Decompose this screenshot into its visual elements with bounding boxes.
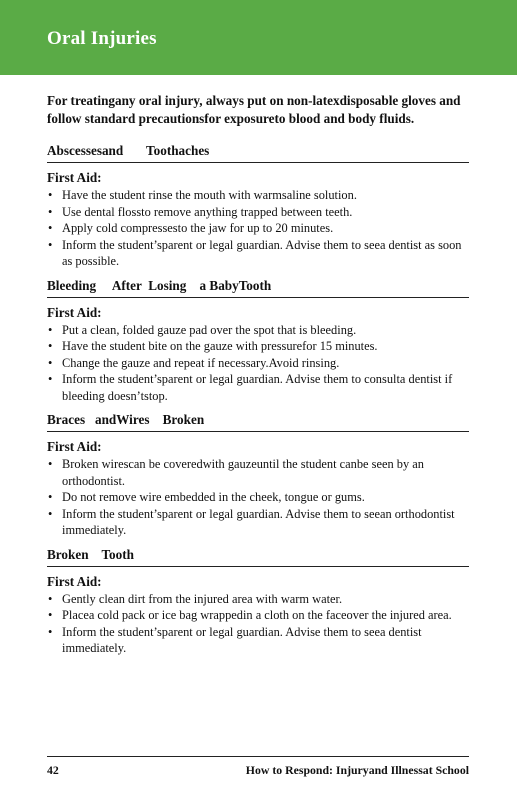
list-item: • Have the student bite on the gauze with pressurefor 15 minutes.: [48, 339, 378, 353]
list-item: • Have the student rinse the mouth with warmsaline solution.: [48, 188, 357, 202]
bullet-icon: •: [48, 188, 53, 202]
bullet-icon: •: [48, 624, 53, 639]
first-aid-list: [47, 322, 469, 405]
first-aid-label: First Aid:: [47, 439, 102, 454]
section-title: Braces andWires Broken: [47, 412, 469, 432]
section-title: Bleeding After Losing a BabyTooth: [47, 278, 469, 298]
section-braces-wires-broken: [47, 412, 469, 539]
bullet-icon: •: [48, 591, 53, 606]
list-item: • Put a clean, folded gauze pad over the spot that is bleeding.: [48, 322, 357, 337]
bullet-icon: •: [48, 339, 53, 353]
first-aid-list: [47, 456, 469, 539]
first-aid-label: First Aid:: [47, 304, 102, 320]
section-abscesses-toothaches: [47, 143, 469, 270]
bullet-icon: •: [48, 322, 53, 337]
list-item: • Gently clean dirt from the injured area with warm water.: [48, 591, 343, 606]
list-item: • Change the gauze and repeat if necessary.Avoid rinsing.: [48, 355, 340, 370]
bullet-icon: •: [48, 221, 53, 235]
first-aid-label: First Aid:: [47, 573, 102, 589]
list-item: • Broken wirescan be coveredwith gauzeuntil the student canbe seen by an orthodontist.: [48, 457, 424, 488]
list-item: • Apply cold compressesto the jaw for up to 20 minutes.: [48, 221, 334, 235]
bullet-icon: •: [48, 355, 53, 370]
bullet-icon: •: [48, 237, 53, 252]
section-title: Abscessesand Toothaches: [47, 143, 469, 163]
section-bleeding-baby-tooth: [47, 278, 469, 405]
first-aid-list: [47, 187, 469, 270]
page-header: [0, 0, 517, 75]
page-content: [47, 92, 469, 665]
bullet-icon: •: [48, 608, 53, 622]
page-number: 42: [47, 763, 59, 777]
page-title: Oral Injuries: [47, 28, 157, 49]
first-aid-label: First Aid:: [47, 170, 102, 185]
book-title: How to Respond: Injuryand Illnessat School: [245, 763, 469, 777]
first-aid-list: [47, 591, 469, 657]
list-item: • Use dental flossto remove anything trapped between teeth.: [48, 204, 353, 219]
list-item: • Do not remove wire embedded in the cheek, tongue or gums.: [48, 490, 365, 504]
list-item: • Inform the student’sparent or legal guardian. Advise them to seea dentist as soon as possible.: [48, 237, 462, 268]
intro-paragraph: For treatingany oral injury, always put on non-latexdisposable gloves and follow standard precautionsfor exposureto blood and body fluids.: [47, 93, 461, 126]
list-item: • Inform the student’sparent or legal guardian. Advise them to seean orthodontist immediately.: [48, 506, 455, 537]
bullet-icon: •: [48, 490, 53, 504]
bullet-icon: •: [48, 372, 53, 386]
bullet-icon: •: [48, 457, 53, 471]
page-footer: [47, 756, 469, 778]
bullet-icon: •: [48, 204, 53, 219]
section-title: Broken Tooth: [47, 547, 469, 567]
list-item: • Placea cold pack or ice bag wrappedin a cloth on the faceover the injured area.: [48, 608, 452, 622]
list-item: • Inform the student’sparent or legal guardian. Advise them to consulta dentist if bleeding doesn’tstop.: [48, 372, 453, 403]
section-broken-tooth: [47, 547, 469, 657]
list-item: • Inform the student’sparent or legal guardian. Advise them to seea dentist immediately.: [48, 624, 422, 655]
bullet-icon: •: [48, 506, 53, 521]
